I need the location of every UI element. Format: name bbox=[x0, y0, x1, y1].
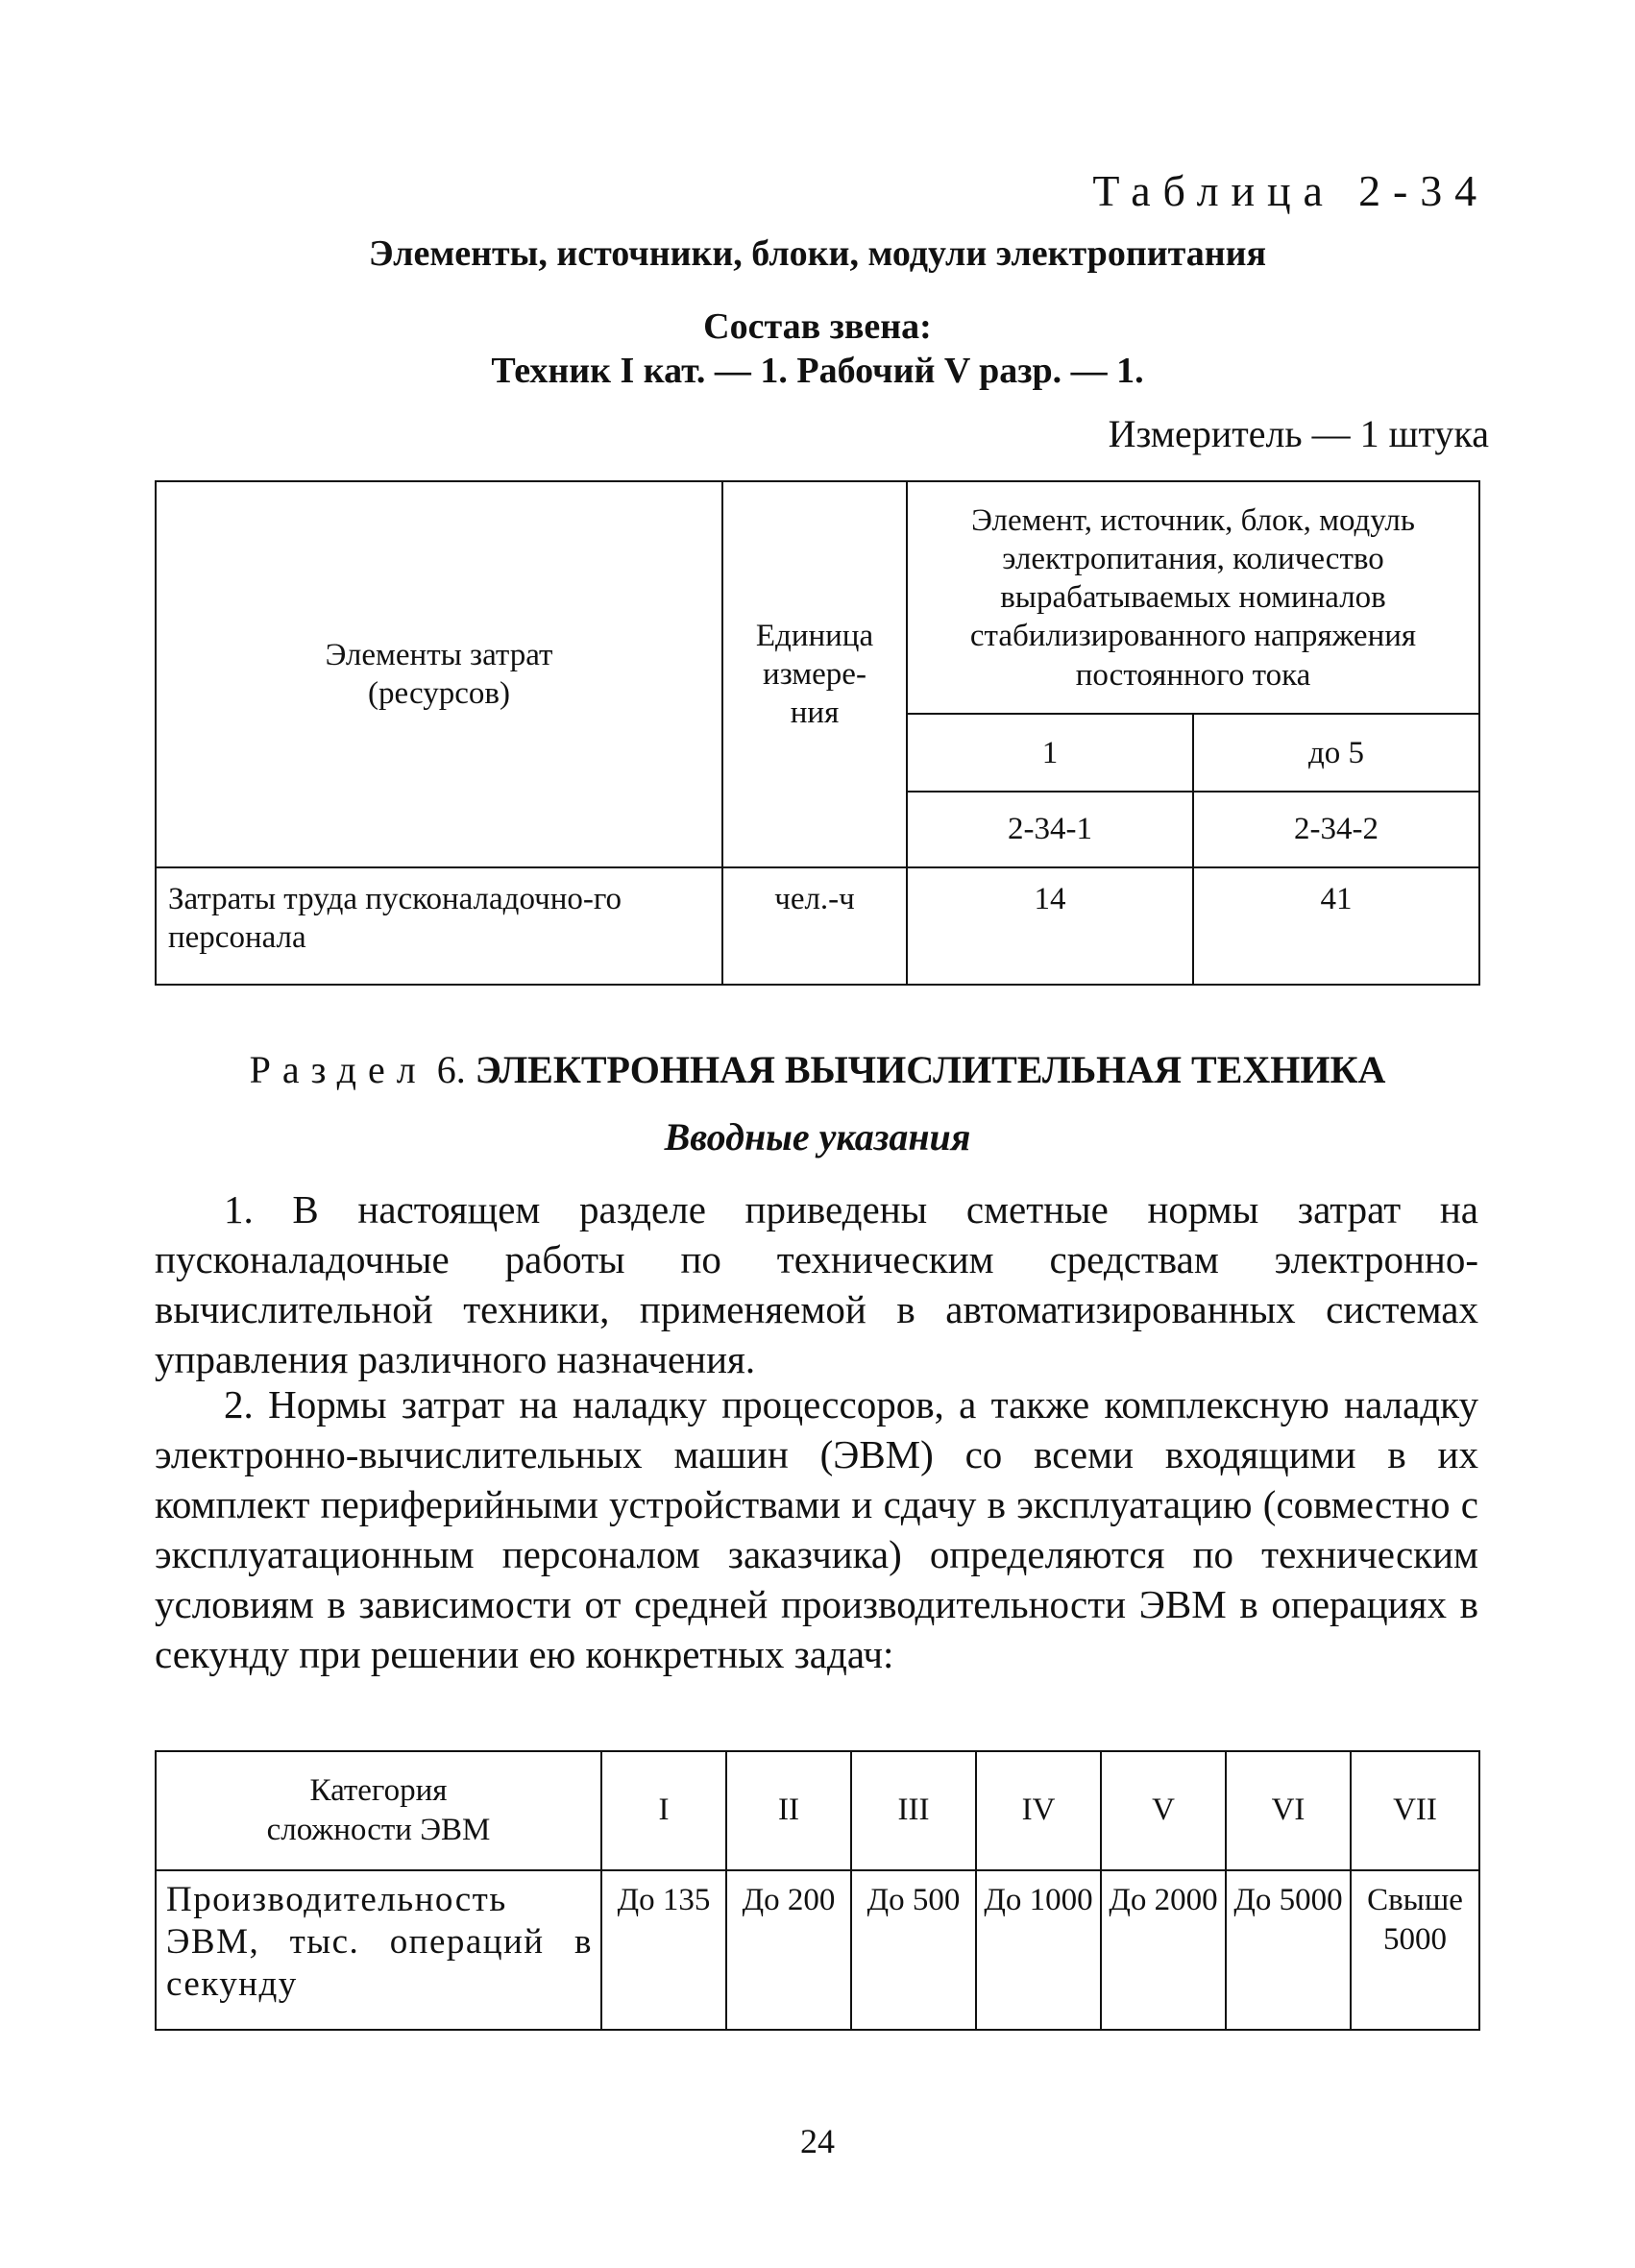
meter-unit: Измеритель — 1 штука bbox=[1108, 412, 1489, 455]
sub-col-1: 1 bbox=[907, 714, 1193, 792]
performance-value-6: До 5000 bbox=[1226, 1870, 1351, 2030]
col-header-group bbox=[907, 481, 1479, 714]
crew-composition: Техник I кат. — 1. Рабочий V разр. — 1. bbox=[491, 351, 1144, 391]
col-header-resources bbox=[156, 481, 722, 867]
performance-value-5: До 2000 bbox=[1101, 1870, 1226, 2030]
category-6: VI bbox=[1226, 1751, 1351, 1870]
category-5: V bbox=[1101, 1751, 1226, 1870]
paragraph-2: 2. Нормы затрат на наладку процессоров, а также комплексную наладку электронно-вычислительных машин (ЭВМ) со всеми входящими в их комплект периферийными устройствами и сдачу в эксплуатацию (совместно с эксплуатационным персоналом заказчика) определяются по техническим условиям в зависимости от средней производительности ЭВМ в операциях в секунду при решении ею конкретных задач: bbox=[155, 1382, 1478, 1676]
category-4: IV bbox=[976, 1751, 1101, 1870]
row-name: Затраты труда пусконаладочно-го персонала bbox=[156, 867, 722, 985]
category-header-label bbox=[156, 1751, 601, 1870]
category-7: VII bbox=[1351, 1751, 1479, 1870]
computer-category-table bbox=[155, 1750, 1480, 2031]
crew-title: Состав звена: bbox=[703, 306, 932, 347]
performance-value-4: До 1000 bbox=[976, 1870, 1101, 2030]
page-number: 24 bbox=[800, 2122, 835, 2160]
table-title: Элементы, источники, блоки, модули электропитания bbox=[368, 233, 1267, 274]
performance-row bbox=[156, 1870, 1479, 2030]
category-3: III bbox=[851, 1751, 976, 1870]
code-2: 2-34-2 bbox=[1193, 792, 1479, 867]
performance-label: Производительность ЭВМ, тыс. операций в секунду bbox=[156, 1870, 601, 2030]
table-label: Таблица 2-34 bbox=[1092, 166, 1489, 215]
performance-value-2: До 200 bbox=[726, 1870, 851, 2030]
col-header-group-text: Элемент, источник, блок, модуль электропитания, количество вырабатываемых номиналов стабилизированного напряжения постоянного тока bbox=[969, 502, 1417, 693]
performance-value-3: До 500 bbox=[851, 1870, 976, 2030]
col-header-unit bbox=[722, 481, 907, 867]
category-2: II bbox=[726, 1751, 851, 1870]
sub-col-2: до 5 bbox=[1193, 714, 1479, 792]
code-1: 2-34-1 bbox=[907, 792, 1193, 867]
intro-title: Вводные указания bbox=[664, 1115, 971, 1158]
paragraph-1: 1. В настоящем разделе приведены сметные нормы затрат на пусконаладочные работы по техническим средствам электронно-вычислительной техники, применяемой в автоматизированных системах управления различного назначения. bbox=[155, 1187, 1478, 1381]
col-header-unit-text: Единица измере-ния bbox=[755, 618, 874, 731]
col-header-resources-text: Элементы затрат (ресурсов) bbox=[325, 637, 553, 711]
section-title: ЭЛЕКТРОННАЯ ВЫЧИСЛИТЕЛЬНАЯ ТЕХНИКА bbox=[475, 1048, 1386, 1091]
section-number: 6. bbox=[436, 1048, 466, 1091]
section-heading bbox=[0, 1047, 1635, 1092]
row-unit: чел.-ч bbox=[722, 867, 907, 985]
performance-value-1: До 135 bbox=[601, 1870, 726, 2030]
row-value-2: 41 bbox=[1193, 867, 1479, 985]
table-row bbox=[156, 867, 1479, 985]
category-header-label-text: Категория сложности ЭВМ bbox=[266, 1772, 491, 1847]
category-header-row bbox=[156, 1751, 1479, 1870]
row-value-1: 14 bbox=[907, 867, 1193, 985]
cost-table bbox=[155, 480, 1480, 986]
performance-value-7: Свыше 5000 bbox=[1351, 1870, 1479, 2030]
category-1: I bbox=[601, 1751, 726, 1870]
section-label: Раздел bbox=[249, 1048, 427, 1091]
